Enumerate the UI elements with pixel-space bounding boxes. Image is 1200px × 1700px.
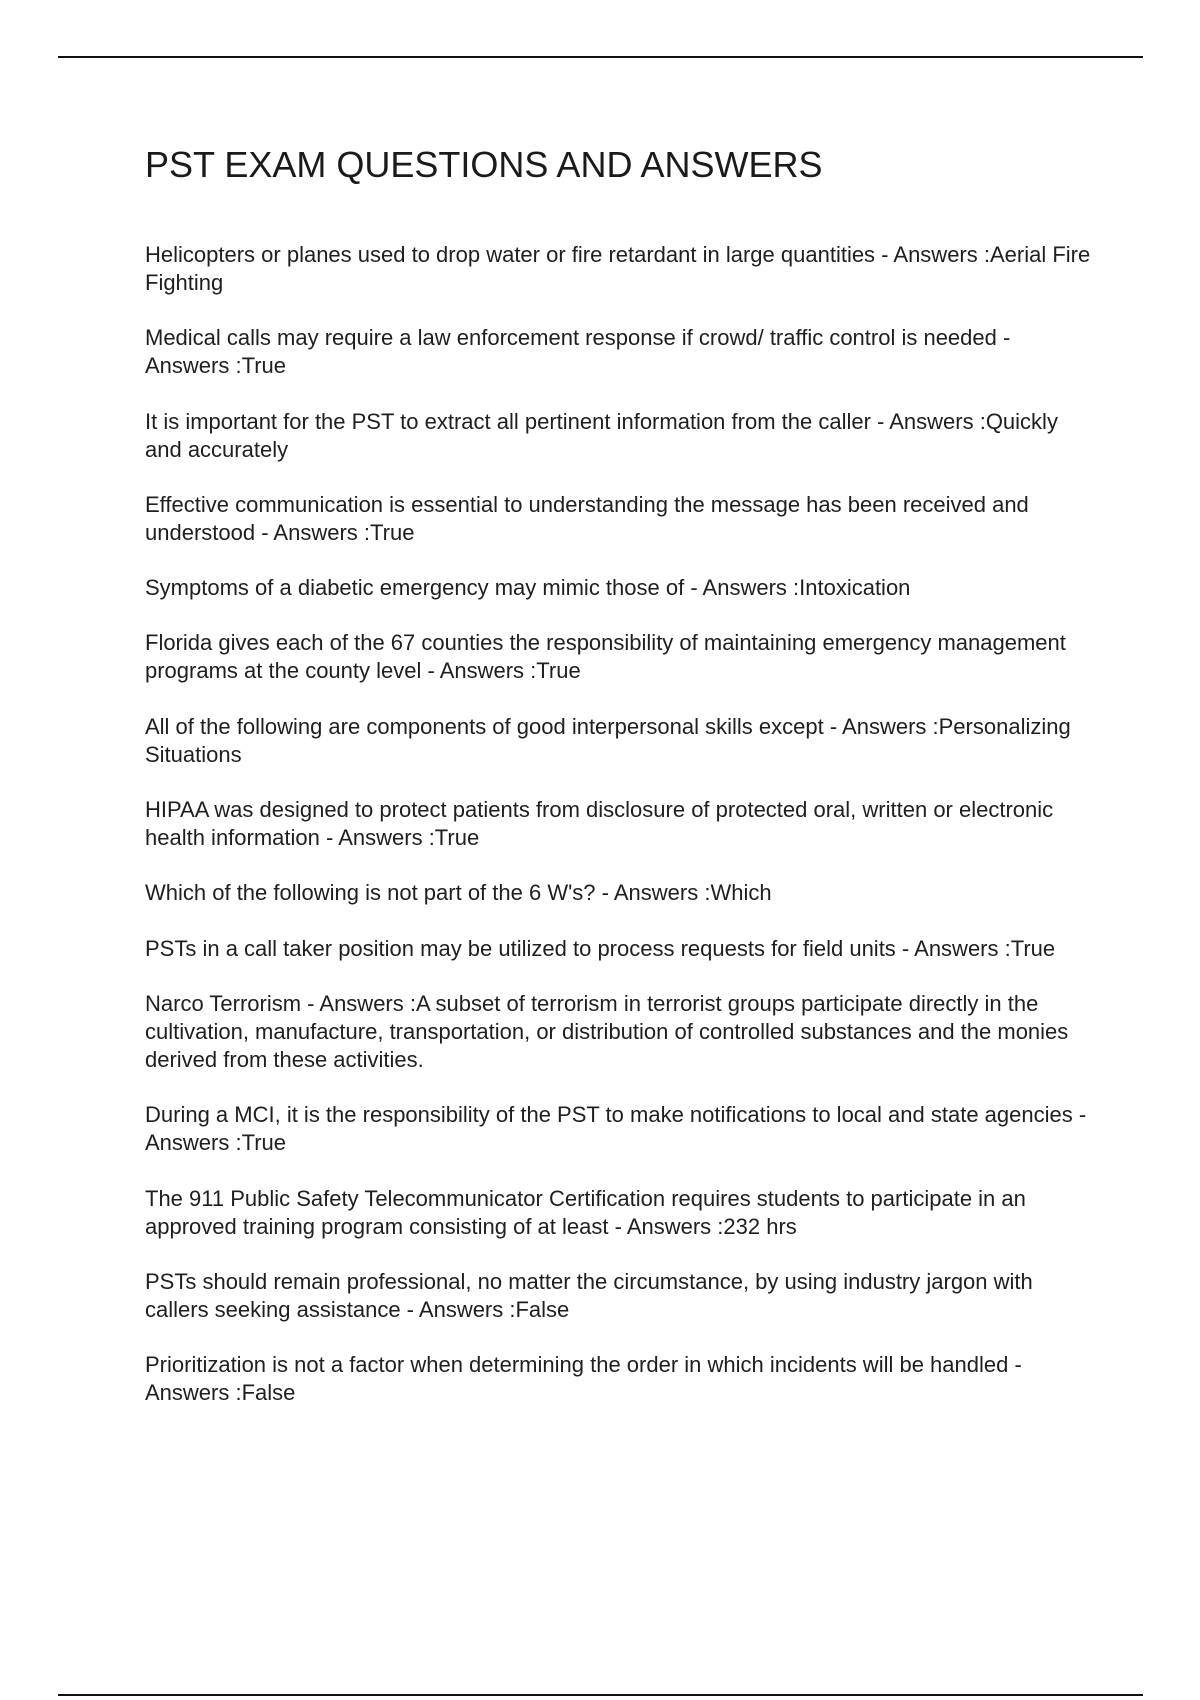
page-title: PST EXAM QUESTIONS AND ANSWERS <box>145 144 823 185</box>
bottom-rule <box>58 1694 1143 1696</box>
top-rule <box>58 56 1143 58</box>
qa-item: Florida gives each of the 67 counties the responsibility of maintaining emergency management programs at the county level - Answers :True <box>145 630 1066 684</box>
qa-item: Symptoms of a diabetic emergency may mimic those of - Answers :Intoxication <box>145 575 911 601</box>
qa-item: PSTs should remain professional, no matter the circumstance, by using industry jargon with callers seeking assistance - Answers :False <box>145 1268 1033 1322</box>
qa-item: The 911 Public Safety Telecommunicator Certification requires students to participate in an approved training program consisting of at least - Answers :232 hrs <box>145 1185 1026 1239</box>
qa-item: It is important for the PST to extract all pertinent information from the caller - Answers :Quickly and accurately <box>145 408 1058 462</box>
qa-list <box>145 241 1095 1434</box>
qa-item: Narco Terrorism - Answers :A subset of terrorism in terrorist groups participate directly in the cultivation, manufacture, transportation, or distribution of controlled substances and the monies derived from these activities. <box>145 990 1069 1072</box>
qa-item: Helicopters or planes used to drop water or fire retardant in large quantities - Answers :Aerial Fire Fighting <box>145 242 1091 295</box>
qa-item: Prioritization is not a factor when determining the order in which incidents will be handled - Answers :False <box>145 1352 1022 1406</box>
qa-item: HIPAA was designed to protect patients from disclosure of protected oral, written or electronic health information - Answers :True <box>145 797 1054 851</box>
qa-item: During a MCI, it is the responsibility of the PST to make notifications to local and state agencies - Answers :True <box>145 1102 1087 1156</box>
qa-item: PSTs in a call taker position may be utilized to process requests for field units - Answers :True <box>145 935 1056 961</box>
qa-item: Medical calls may require a law enforcement response if crowd/ traffic control is needed - Answers :True <box>145 325 1011 379</box>
qa-item: Effective communication is essential to understanding the message has been received and understood - Answers :True <box>145 491 1029 545</box>
qa-item: Which of the following is not part of the 6 W's? - Answers :Which <box>145 880 772 906</box>
qa-item: All of the following are components of good interpersonal skills except - Answers :Personalizing Situations <box>145 713 1071 767</box>
